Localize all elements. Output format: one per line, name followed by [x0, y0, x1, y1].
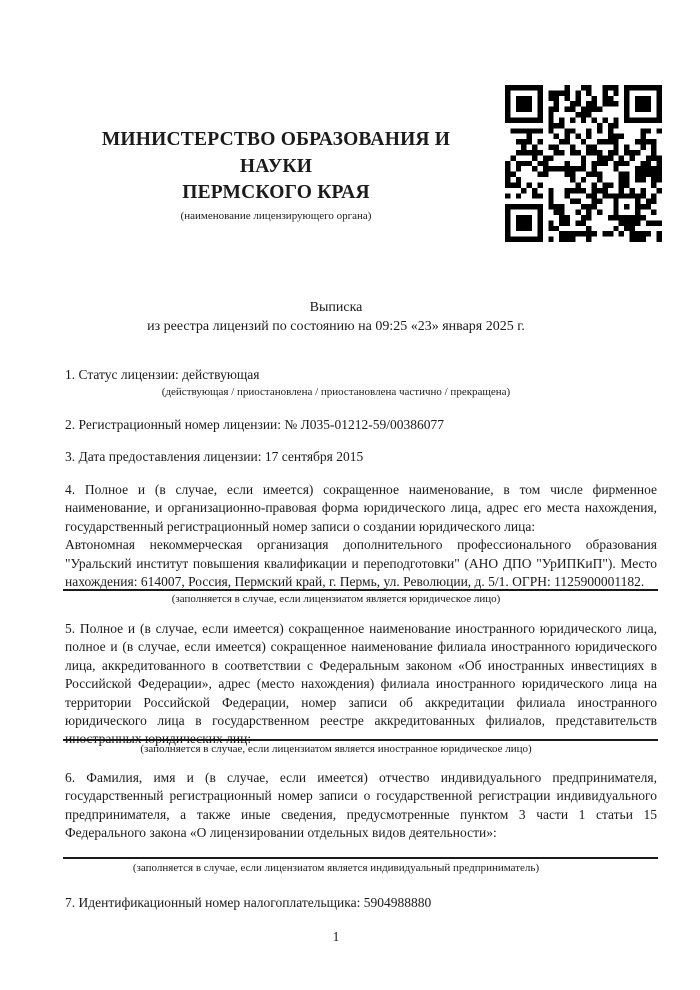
document-title [65, 299, 607, 336]
entrepreneur-question: 6. Фамилия, имя и (в случае, если имеется) отчество индивидуального предпринимателя, государственный регистрационный номер записи о государственной регистрации индивидуального предпринимателя, а также иные сведения, предусмотренные пунктом 3 части 1 статьи 15 Федерального закона «О лицензировании отдельных видов деятельности»: [65, 770, 657, 841]
legal-entity-answer: Автономная некоммерческая организация дополнительного профессионального образования "Уральский институт повышения квалификации и переподготовки" (АНО ДПО "УрИПКиП"). Место нахождения: 614007, Россия, Пермский край, г. Пермь, ул. Революции, д. 5/1. ОГРН: 1125900001182. [65, 537, 657, 590]
fill-in-rule-entrepreneur [63, 857, 658, 859]
ministry-name-line2: ПЕРМСКОГО КРАЯ [182, 182, 370, 203]
license-status-options-caption: (действующая / приостановлена / приостановлена частично / прекращена) [161, 386, 511, 398]
fill-in-rule-legal-entity [63, 589, 658, 591]
registration-number-line: 2. Регистрационный номер лицензии: № Л035-01212-59/00386077 [65, 417, 445, 432]
document-title-line2: из реестра лицензий по состоянию на 09:25 «23» января 2025 г. [147, 318, 525, 334]
fill-in-rule-foreign-entity [63, 739, 658, 741]
licensing-authority-header [65, 127, 487, 223]
taxpayer-id-line: 7. Идентификационный номер налогоплательщика: 5904988880 [65, 895, 432, 910]
foreign-entity-question: 5. Полное и (в случае, если имеется) сокращенное наименование иностранного юридического лица, полное и (в случае, если имеется) сокращенное наименование филиала иностранного юридического лица, аккредитованного в соответствии с Федеральным законом «Об иностранных инвестициях в Российской Федерации», адрес (место нахождения) филиала иностранного юридического лица на территории Российской Федерации, номер записи об аккредитации филиала иностранного юридического лица в государственном реестре аккредитованных филиалов, представительств иностранных юридических лиц: [65, 621, 657, 747]
licensing-authority-caption: (наименование лицензирующего органа) [180, 209, 372, 222]
document-title-line1: Выписка [309, 300, 363, 315]
license-status-line: 1. Статус лицензии: действующая [65, 367, 260, 382]
ministry-name-line1: МИНИСТЕРСТВО ОБРАЗОВАНИЯ И НАУКИ [101, 129, 451, 177]
legal-entity-question: 4. Полное и (в случае, если имеется) сокращенное наименование, в том числе фирменное наименование, и организационно-правовая форма юридического лица, адрес его места нахождения, государственный регистрационный номер записи о создании юридического лица: [65, 482, 657, 534]
qr-code-icon [505, 85, 662, 242]
foreign-entity-caption: (заполняется в случае, если лицензиатом является иностранное юридическое лицо) [140, 743, 532, 755]
entrepreneur-caption: (заполняется в случае, если лицензиатом является индивидуальный предприниматель) [132, 862, 540, 874]
legal-entity-caption: (заполняется в случае, если лицензиатом является юридическое лицо) [171, 593, 501, 605]
grant-date-line: 3. Дата предоставления лицензии: 17 сентября 2015 [65, 449, 364, 464]
legal-entity-section [65, 481, 657, 591]
page-number: 1 [332, 929, 340, 944]
